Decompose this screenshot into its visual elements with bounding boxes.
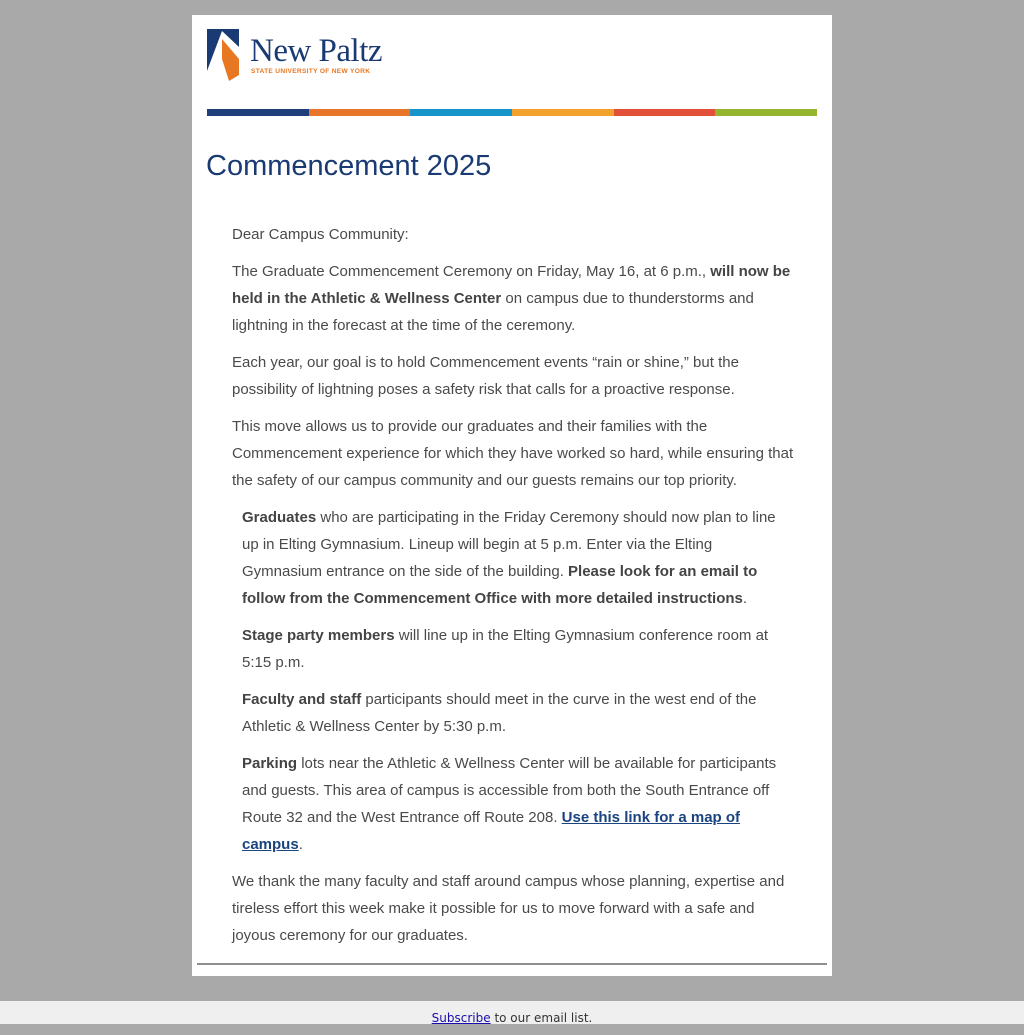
paragraph-parking	[232, 750, 794, 858]
paragraph-stage-party	[232, 622, 794, 676]
paragraph-experience: This move allows us to provide our graduates and their families with the Commencement experience for which they have worked so hard, while ensuring that the safety of our campus community and our guests remains our top priority.	[232, 418, 794, 489]
logo-wordmark: New Paltz	[250, 33, 383, 69]
paragraph-text: The Graduate Commencement Ceremony on Friday, May 16, at 6 p.m.,	[232, 263, 711, 280]
paragraph-rain-or-shine: Each year, our goal is to hold Commencement events “rain or shine,” but the possibility of lightning poses a safety risk that calls for a proactive response.	[232, 354, 739, 398]
paragraph-text: .	[298, 836, 303, 853]
paragraph-faculty	[232, 686, 794, 740]
paragraph-text: .	[742, 590, 748, 607]
campus-map-link[interactable]: Use this link for a map of campus	[242, 809, 741, 853]
email-footer	[0, 1001, 1024, 1024]
subscribe-link[interactable]: Subscribe	[431, 1011, 491, 1025]
color-stripe-segment	[512, 109, 614, 116]
color-stripe-segment	[309, 109, 411, 116]
divider	[197, 963, 827, 965]
new-paltz-logo[interactable]	[207, 29, 397, 81]
color-stripe-segment	[715, 109, 817, 116]
paragraph-venue-change	[232, 258, 794, 339]
footer-text: to our email list.	[490, 1011, 593, 1025]
email-instruction-emphasis: Please look for an email to follow from the Commencement Office with more detailed instructions	[242, 563, 758, 607]
paragraph-text: on campus due to thunderstorms and lightning in the forecast at the time of the ceremony.	[232, 290, 754, 334]
color-stripe-segment	[410, 109, 512, 116]
logo-subtitle: STATE UNIVERSITY OF NEW YORK	[251, 68, 371, 75]
email-card	[192, 15, 832, 976]
faculty-label: Faculty and staff	[242, 691, 362, 708]
page-title: Commencement 2025	[206, 150, 492, 182]
paragraph-text: lots near the Athletic & Wellness Center will be available for participants and guests. This area of campus is accessible from both the South Entrance off Route 32 and the West Entrance off Route 208.	[242, 755, 777, 826]
paragraph-closing: We thank the many faculty and staff around campus whose planning, expertise and tireless effort this week make it possible for us to move forward with a safe and joyous ceremony for our graduates.	[232, 873, 785, 944]
parking-label: Parking	[242, 755, 298, 772]
color-stripe	[207, 109, 817, 116]
paragraph-text: participants should meet in the curve in the west end of the Athletic & Wellness Center by 5:30 p.m.	[242, 691, 757, 735]
email-body	[232, 221, 794, 959]
paragraph-graduates	[232, 504, 794, 612]
color-stripe-segment	[614, 109, 716, 116]
venue-emphasis: will now be held in the Athletic & Wellness Center	[232, 263, 791, 307]
paragraph-text: will line up in the Elting Gymnasium conference room at 5:15 p.m.	[242, 627, 769, 671]
stage-party-label: Stage party members	[242, 627, 395, 644]
paragraph-text: who are participating in the Friday Ceremony should now plan to line up in Elting Gymnasium. Lineup will begin at 5 p.m. Enter via the Elting Gymnasium entrance on the side of the building.	[242, 509, 776, 580]
greeting: Dear Campus Community:	[232, 226, 409, 243]
graduates-label: Graduates	[242, 509, 317, 526]
new-paltz-logo-icon	[207, 29, 241, 81]
color-stripe-segment	[207, 109, 309, 116]
